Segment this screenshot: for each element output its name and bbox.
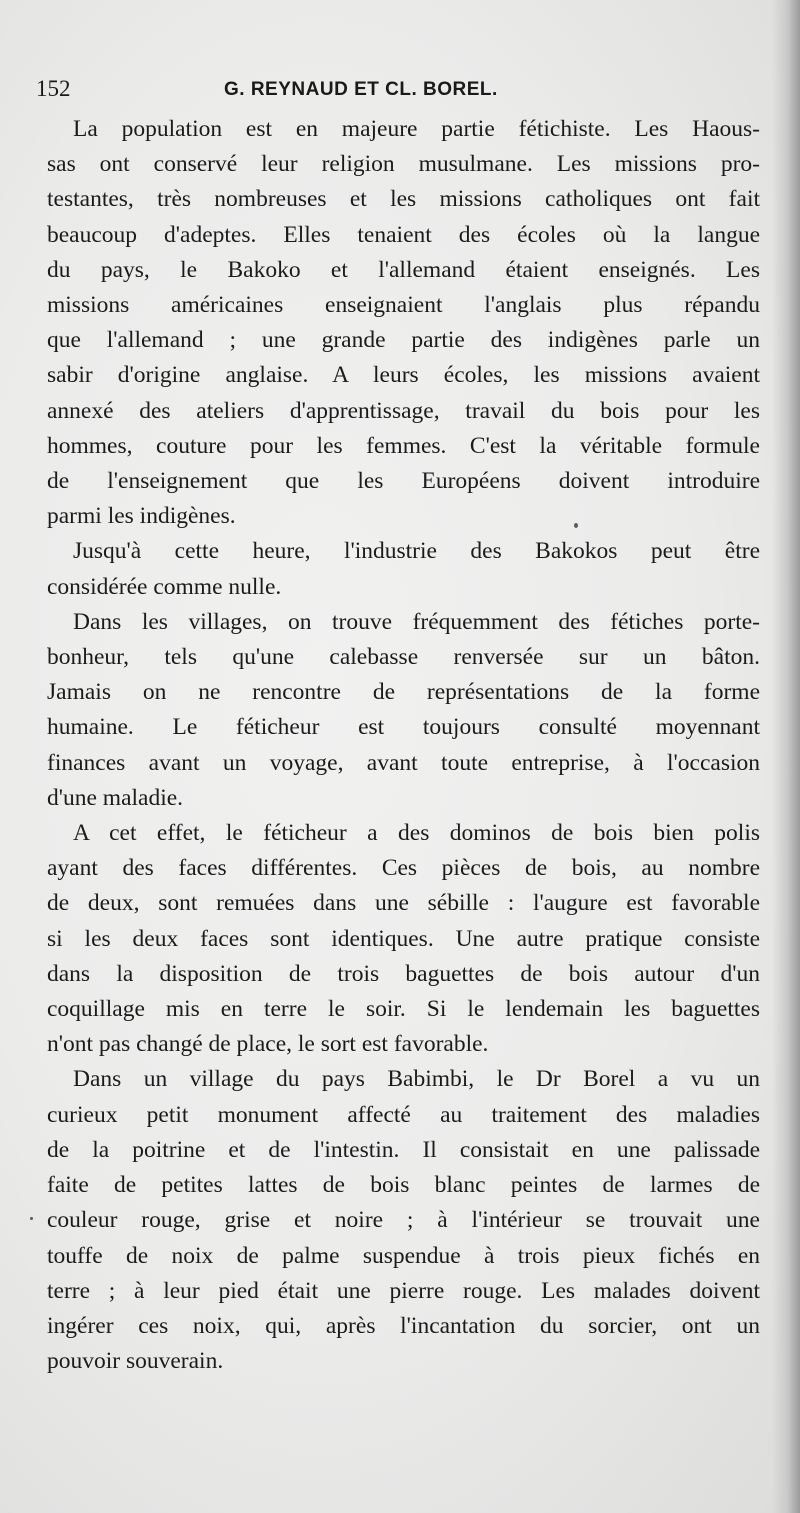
text-line: considérée comme nulle. [47,573,282,600]
text-line: de deux, sont remuées dans une sébille : l'augure est favorable [47,890,760,917]
page-gutter-shadow [772,0,800,1513]
text-line: sabir d'origine anglaise. A leurs écoles, les missions avaient [47,362,760,389]
text-line: A cet effet, le féticheur a des dominos de bois bien polis [73,820,760,847]
text-line: dans la disposition de trois baguettes de bois autour d'un [47,960,760,987]
text-line: Dans un village du pays Babimbi, le Dr Borel a vu un [73,1066,760,1093]
text-line: que l'allemand ; une grande partie des indigènes parle un [47,327,760,354]
page-header [36,76,756,106]
text-line: de la poitrine et de l'intestin. Il consistait en une palissade [47,1136,760,1163]
text-line: ayant des faces différentes. Ces pièces de bois, au nombre [47,855,760,882]
text-line: pouvoir souverain. [47,1348,224,1375]
text-line: parmi les indigènes. [47,503,236,530]
text-line: couleur rouge, grise et noire ; à l'intérieur se trouvait une [47,1207,760,1234]
text-line: La population est en majeure partie fétichiste. Les Haous- [73,116,760,142]
body-text [47,112,760,1379]
text-line: d'une maladie. [47,784,184,811]
text-line: missions américaines enseignaient l'anglais plus répandu [47,292,760,319]
text-line: touffe de noix de palme suspendue à trois pieux fichés en [47,1242,760,1269]
text-line: si les deux faces sont identiques. Une autre pratique consiste [47,925,760,952]
text-line: n'ont pas changé de place, le sort est favorable. [47,1031,489,1058]
text-line: du pays, le Bakoko et l'allemand étaient enseignés. Les [47,256,760,283]
running-head: G. REYNAUD ET CL. BOREL. [224,79,498,100]
text-line: humaine. Le féticheur est toujours consulté moyennant [47,714,760,741]
text-line: ingérer ces noix, qui, après l'incantation du sorcier, ont un [47,1312,760,1339]
text-line: hommes, couture pour les femmes. C'est la véritable formule [47,432,760,459]
text-line: testantes, très nombreuses et les missions catholiques ont fait [47,186,760,213]
text-line: coquillage mis en terre le soir. Si le lendemain les baguettes [47,996,760,1023]
text-line: de l'enseignement que les Européens doivent introduire [47,468,760,495]
text-line: faite de petites lattes de bois blanc peintes de larmes de [47,1172,760,1199]
scan-speck [30,1217,33,1220]
page-number: 152 [36,76,71,101]
text-line: beaucoup d'adeptes. Elles tenaient des écoles où la langue [47,221,760,248]
text-line: finances avant un voyage, avant toute entreprise, à l'occasion [47,749,760,776]
text-line: curieux petit monument affecté au traitement des maladies [47,1101,760,1128]
text-line: bonheur, tels qu'une calebasse renversée sur un bâton. [47,644,760,671]
text-line: sas ont conservé leur religion musulmane. Les missions pro- [47,151,760,178]
text-line: Jamais on ne rencontre de représentations de la forme [47,679,760,706]
text-line: Jusqu'à cette heure, l'industrie des Bakokos peut être [73,538,760,565]
text-line: annexé des ateliers d'apprentissage, travail du bois pour les [47,397,760,424]
text-line: Dans les villages, on trouve fréquemment des fétiches porte- [73,608,760,635]
text-line: terre ; à leur pied était une pierre rouge. Les malades doivent [47,1277,760,1304]
scan-speck [574,523,578,528]
